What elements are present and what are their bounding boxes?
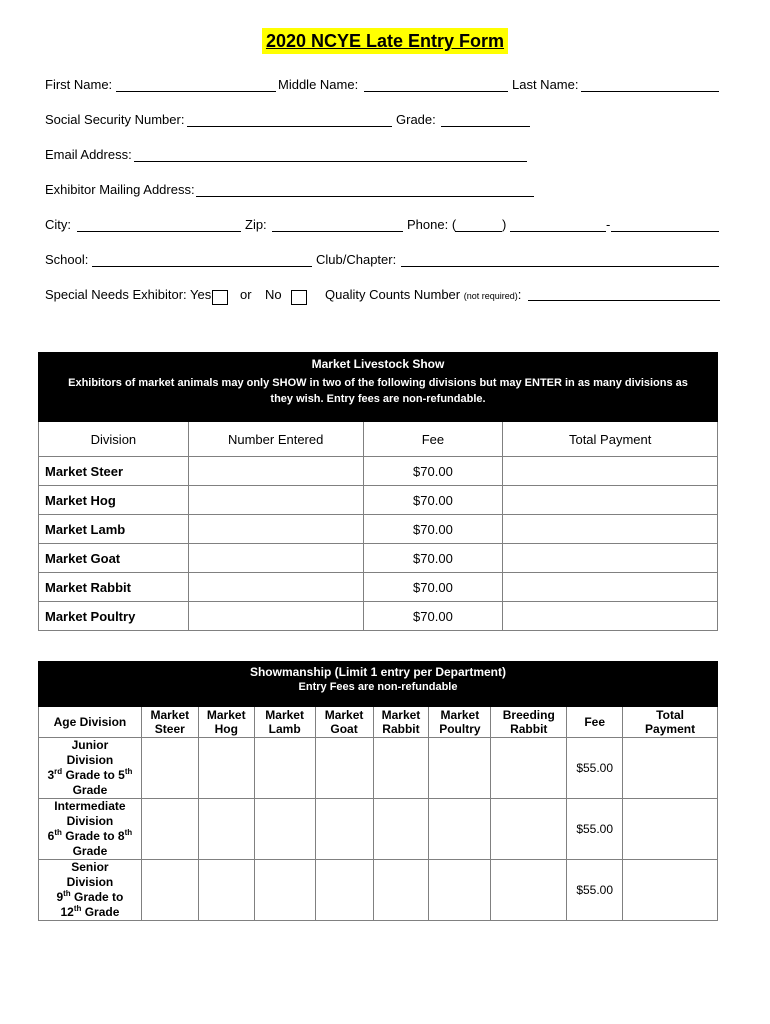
not-required-note: (not required) (463, 291, 518, 301)
division-name: Market Rabbit (39, 573, 189, 602)
mailing-address-field[interactable] (196, 195, 534, 197)
col-market-lamb (254, 707, 315, 738)
special-needs-yes-checkbox[interactable] (212, 290, 228, 305)
market-col-number-entered: Number Entered (188, 422, 363, 457)
entry-cell[interactable] (315, 799, 373, 860)
phone-number-field[interactable] (611, 230, 719, 232)
city-field[interactable] (77, 230, 241, 232)
email-label: Email Address: (45, 147, 132, 162)
fee-cell: $70.00 (363, 457, 503, 486)
table-row (39, 860, 718, 921)
showmanship-table (38, 661, 718, 921)
grade-from-suffix: rd (54, 767, 63, 776)
entry-cell[interactable] (198, 860, 254, 921)
quality-counts-field[interactable] (528, 299, 720, 301)
col-market-goat-l2: Goat (330, 722, 358, 736)
first-name-label: First Name: (45, 77, 113, 92)
grade-field[interactable] (441, 125, 530, 127)
grade-from: 3 (47, 768, 55, 782)
grade-to: Grade to (70, 890, 124, 904)
ssn-label: Social Security Number: (45, 112, 185, 127)
showmanship-header (39, 662, 718, 707)
total-payment-cell[interactable] (623, 799, 718, 860)
market-header (39, 353, 718, 422)
col-breeding-rabbit-l2: Rabbit (510, 722, 548, 736)
age-line-1: Intermediate (54, 799, 126, 813)
col-age-division: Age Division (39, 707, 142, 738)
no-label: No (265, 287, 282, 302)
quality-counts-text: Quality Counts Number (325, 287, 461, 302)
market-subtitle: Exhibitors of market animals may only SHOW in two of the following divisions but may ENTER in as many divisions as they wish. Entry fees are non-refundable. (68, 377, 688, 405)
age-division-senior (39, 860, 142, 921)
market-livestock-table (38, 352, 718, 631)
grade-to: Grade to 8 (61, 829, 125, 843)
number-entered-cell[interactable] (188, 515, 363, 544)
table-row (39, 738, 718, 799)
school-field[interactable] (92, 265, 312, 267)
col-breeding-rabbit-l1: Breeding (502, 708, 555, 722)
market-col-division: Division (39, 422, 189, 457)
total-payment-cell[interactable] (503, 573, 718, 602)
division-name: Market Goat (39, 544, 189, 573)
total-payment-cell[interactable] (503, 457, 718, 486)
last-name-label: Last Name: (512, 77, 579, 92)
entry-cell[interactable] (373, 738, 429, 799)
table-row (39, 544, 718, 573)
col-total-payment (623, 707, 718, 738)
age-line-4: Grade (72, 844, 108, 858)
page-title: 2020 NCYE Late Entry Form (262, 28, 508, 54)
entry-cell[interactable] (141, 860, 198, 921)
phone-prefix-field[interactable] (510, 230, 606, 232)
last-name-field[interactable] (581, 90, 719, 92)
fee-cell: $55.00 (567, 860, 623, 921)
entry-cell[interactable] (429, 860, 491, 921)
col-market-rabbit-l1: Market (381, 708, 421, 722)
division-name: Market Poultry (39, 602, 189, 631)
special-needs-label: Special Needs Exhibitor: Yes (45, 287, 212, 302)
first-name-field[interactable] (116, 90, 276, 92)
entry-cell[interactable] (254, 799, 315, 860)
division-name: Market Steer (39, 457, 189, 486)
grade-label: Grade: (396, 112, 436, 127)
entry-cell[interactable] (315, 860, 373, 921)
total-payment-cell[interactable] (623, 860, 718, 921)
market-col-fee: Fee (363, 422, 503, 457)
entry-cell[interactable] (429, 738, 491, 799)
total-payment-cell[interactable] (503, 486, 718, 515)
school-label: School: (45, 252, 89, 267)
entry-cell[interactable] (254, 860, 315, 921)
grade-from: 6 (47, 829, 55, 843)
col-total-payment-l2: Payment (645, 722, 696, 736)
number-entered-cell[interactable] (188, 544, 363, 573)
email-field[interactable] (134, 160, 527, 162)
number-entered-cell[interactable] (188, 573, 363, 602)
total-payment-cell[interactable] (623, 738, 718, 799)
age-line-2: Division (66, 814, 114, 828)
number-entered-cell[interactable] (188, 486, 363, 515)
age-line-2: Division (66, 753, 114, 767)
showmanship-title: Showmanship (Limit 1 entry per Department) (249, 665, 507, 679)
quality-counts-colon: : (517, 287, 522, 302)
phone-area-field[interactable] (455, 230, 502, 232)
col-market-lamb-l2: Lamb (268, 722, 301, 736)
age-line-1: Junior (71, 738, 109, 752)
table-row (39, 457, 718, 486)
col-market-goat-l1: Market (324, 708, 364, 722)
age-division-intermediate (39, 799, 142, 860)
col-market-steer-l1: Market (150, 708, 190, 722)
grade-end: 12 (60, 905, 74, 919)
entry-cell[interactable] (254, 738, 315, 799)
phone-close-paren: ) (502, 217, 507, 232)
fee-cell: $55.00 (567, 738, 623, 799)
col-market-rabbit (373, 707, 429, 738)
entry-cell[interactable] (141, 799, 198, 860)
club-chapter-field[interactable] (401, 265, 719, 267)
fee-cell: $70.00 (363, 544, 503, 573)
entry-cell[interactable] (198, 738, 254, 799)
grade-from-suffix: th (54, 828, 62, 837)
grade-from-suffix: th (63, 889, 71, 898)
age-line-1: Senior (71, 860, 109, 874)
grade-to-suffix: th (124, 767, 133, 776)
table-row (39, 515, 718, 544)
grade-to-suffix: th (124, 828, 133, 837)
club-chapter-label: Club/Chapter: (316, 252, 397, 267)
division-name: Market Hog (39, 486, 189, 515)
col-market-lamb-l1: Market (265, 708, 304, 722)
entry-cell[interactable] (491, 738, 567, 799)
zip-field[interactable] (272, 230, 403, 232)
total-payment-cell[interactable] (503, 602, 718, 631)
entry-cell[interactable] (141, 738, 198, 799)
col-market-goat (315, 707, 373, 738)
table-row (39, 486, 718, 515)
number-entered-cell[interactable] (188, 457, 363, 486)
fee-cell: $70.00 (363, 486, 503, 515)
col-market-hog (198, 707, 254, 738)
grade-from: 9 (56, 890, 64, 904)
entry-cell[interactable] (373, 799, 429, 860)
fee-cell: $55.00 (567, 799, 623, 860)
mailing-address-label: Exhibitor Mailing Address: (45, 182, 195, 197)
col-market-hog-l1: Market (206, 708, 246, 722)
entry-cell[interactable] (429, 799, 491, 860)
age-line-2: Division (66, 875, 114, 889)
special-needs-no-checkbox[interactable] (291, 290, 307, 305)
entry-cell[interactable] (491, 799, 567, 860)
table-row (39, 573, 718, 602)
ssn-field[interactable] (187, 125, 392, 127)
grade-end-word: Grade (81, 905, 120, 919)
age-division-junior (39, 738, 142, 799)
age-line-4: Grade (72, 783, 108, 797)
entry-cell[interactable] (373, 860, 429, 921)
grade-end-suffix: th (73, 904, 82, 913)
fee-cell: $70.00 (363, 602, 503, 631)
table-row (39, 799, 718, 860)
table-row (39, 602, 718, 631)
market-title: Market Livestock Show (311, 357, 445, 371)
col-market-hog-l2: Hog (214, 722, 238, 736)
col-market-poultry-l2: Poultry (439, 722, 481, 736)
title-wrap (0, 28, 770, 54)
col-market-steer (141, 707, 198, 738)
entry-cell[interactable] (315, 738, 373, 799)
number-entered-cell[interactable] (188, 602, 363, 631)
fee-cell: $70.00 (363, 573, 503, 602)
col-market-steer-l2: Steer (154, 722, 185, 736)
col-breeding-rabbit (491, 707, 567, 738)
grade-to: Grade to 5 (62, 768, 125, 782)
total-payment-cell[interactable] (503, 544, 718, 573)
division-name: Market Lamb (39, 515, 189, 544)
entry-cell[interactable] (491, 860, 567, 921)
zip-label: Zip: (245, 217, 267, 232)
col-fee: Fee (567, 707, 623, 738)
col-market-rabbit-l2: Rabbit (382, 722, 420, 736)
total-payment-cell[interactable] (503, 515, 718, 544)
or-label: or (240, 287, 252, 302)
fee-cell: $70.00 (363, 515, 503, 544)
quality-counts-label (325, 287, 521, 302)
col-market-poultry (429, 707, 491, 738)
col-total-payment-l1: Total (656, 708, 684, 722)
middle-name-label: Middle Name: (278, 77, 359, 92)
phone-label: Phone: ( (407, 217, 457, 232)
market-col-total-payment: Total Payment (503, 422, 718, 457)
entry-cell[interactable] (198, 799, 254, 860)
city-label: City: (45, 217, 71, 232)
col-market-poultry-l1: Market (440, 708, 480, 722)
showmanship-subtitle: Entry Fees are non-refundable (298, 681, 458, 693)
middle-name-field[interactable] (364, 90, 508, 92)
phone-dash: - (606, 217, 611, 232)
